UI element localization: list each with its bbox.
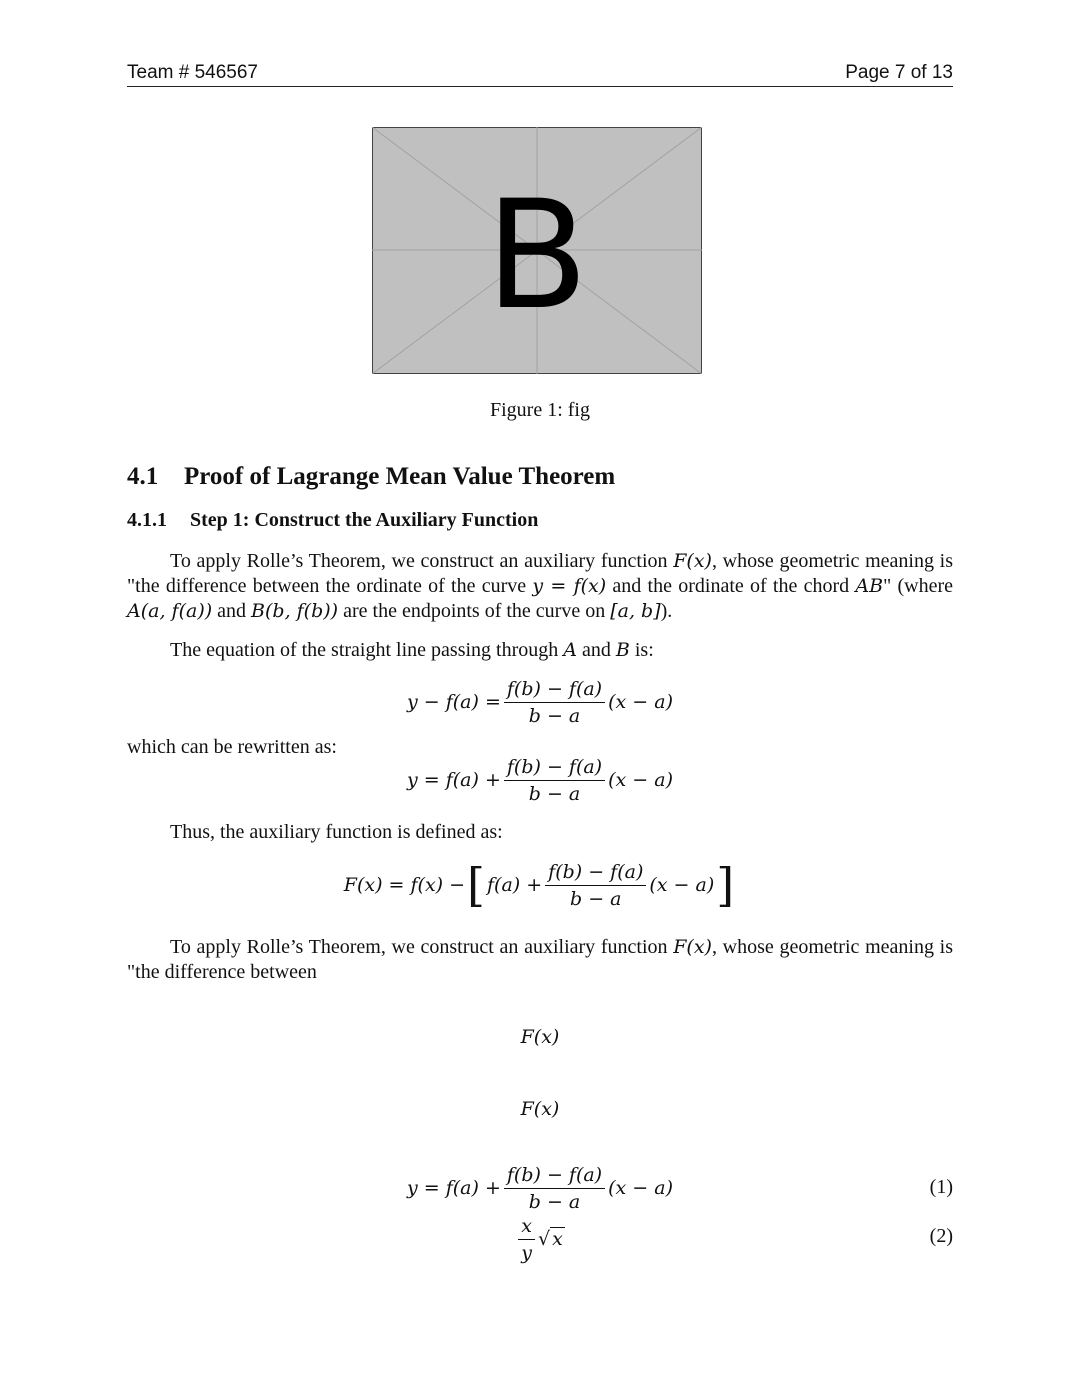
subsection-heading: [127, 509, 538, 532]
figure-placeholder: [372, 127, 702, 374]
equation-number-2: (2): [929, 1225, 953, 1247]
subsection-title: Step 1: Construct the Auxiliary Function: [190, 509, 539, 531]
display-Fx-1: F(x): [520, 1026, 560, 1048]
equation-auxiliary-function: F(x) = f(x) − [ f(a) + $\frac{f(b) - f(a)}{b - a}$ (x − a) ]: [343, 858, 735, 912]
equation-1: y = f(a) + $\frac{f(b) - f(a)}{b - a}$ (x − a): [407, 1163, 673, 1213]
equation-line-through-AB: y − f(a) = $\frac{f(b) - f(a)}{b - a}$ (x − a): [407, 677, 673, 727]
equation-rewritten: y = f(a) + $\frac{f(b) - f(a)}{b - a}$ (x − a): [407, 755, 673, 805]
figure-letter: B: [485, 169, 589, 343]
display-Fx-2: F(x): [520, 1098, 560, 1120]
team-number: Team # 546567: [127, 62, 258, 83]
section-heading: [127, 463, 615, 491]
section-number: 4.1: [127, 463, 159, 490]
paragraph-4: Thus, the auxiliary function is defined as:: [170, 821, 503, 843]
equation-2: $\frac{x}{y}$ √ x: [0, 1214, 1080, 1264]
paragraph-3: which can be rewritten as:: [127, 736, 337, 758]
figure-caption: Figure 1: fig: [490, 399, 590, 421]
paragraph-5: To apply Rolle’s Theorem, we construct an auxiliary function F(x), whose geometric meaning is "the difference between: [127, 936, 953, 983]
page-number: Page 7 of 13: [845, 62, 953, 83]
equation-number-1: (1): [929, 1176, 953, 1198]
paragraph-2: The equation of the straight line passing through A and B is:: [170, 639, 654, 661]
page-header: [127, 58, 953, 87]
subsection-number: 4.1.1: [127, 509, 167, 531]
section-title: Proof of Lagrange Mean Value Theorem: [184, 463, 616, 490]
paragraph-1: To apply Rolle’s Theorem, we construct an auxiliary function F(x), whose geometric meaning is "the difference between the ordinate of the curve y = f(x) and the ordinate of the chord AB" (where A(a, f(a)) and B(b, f(b)) are the endpoints of the curve on [a, b]).: [127, 550, 954, 622]
